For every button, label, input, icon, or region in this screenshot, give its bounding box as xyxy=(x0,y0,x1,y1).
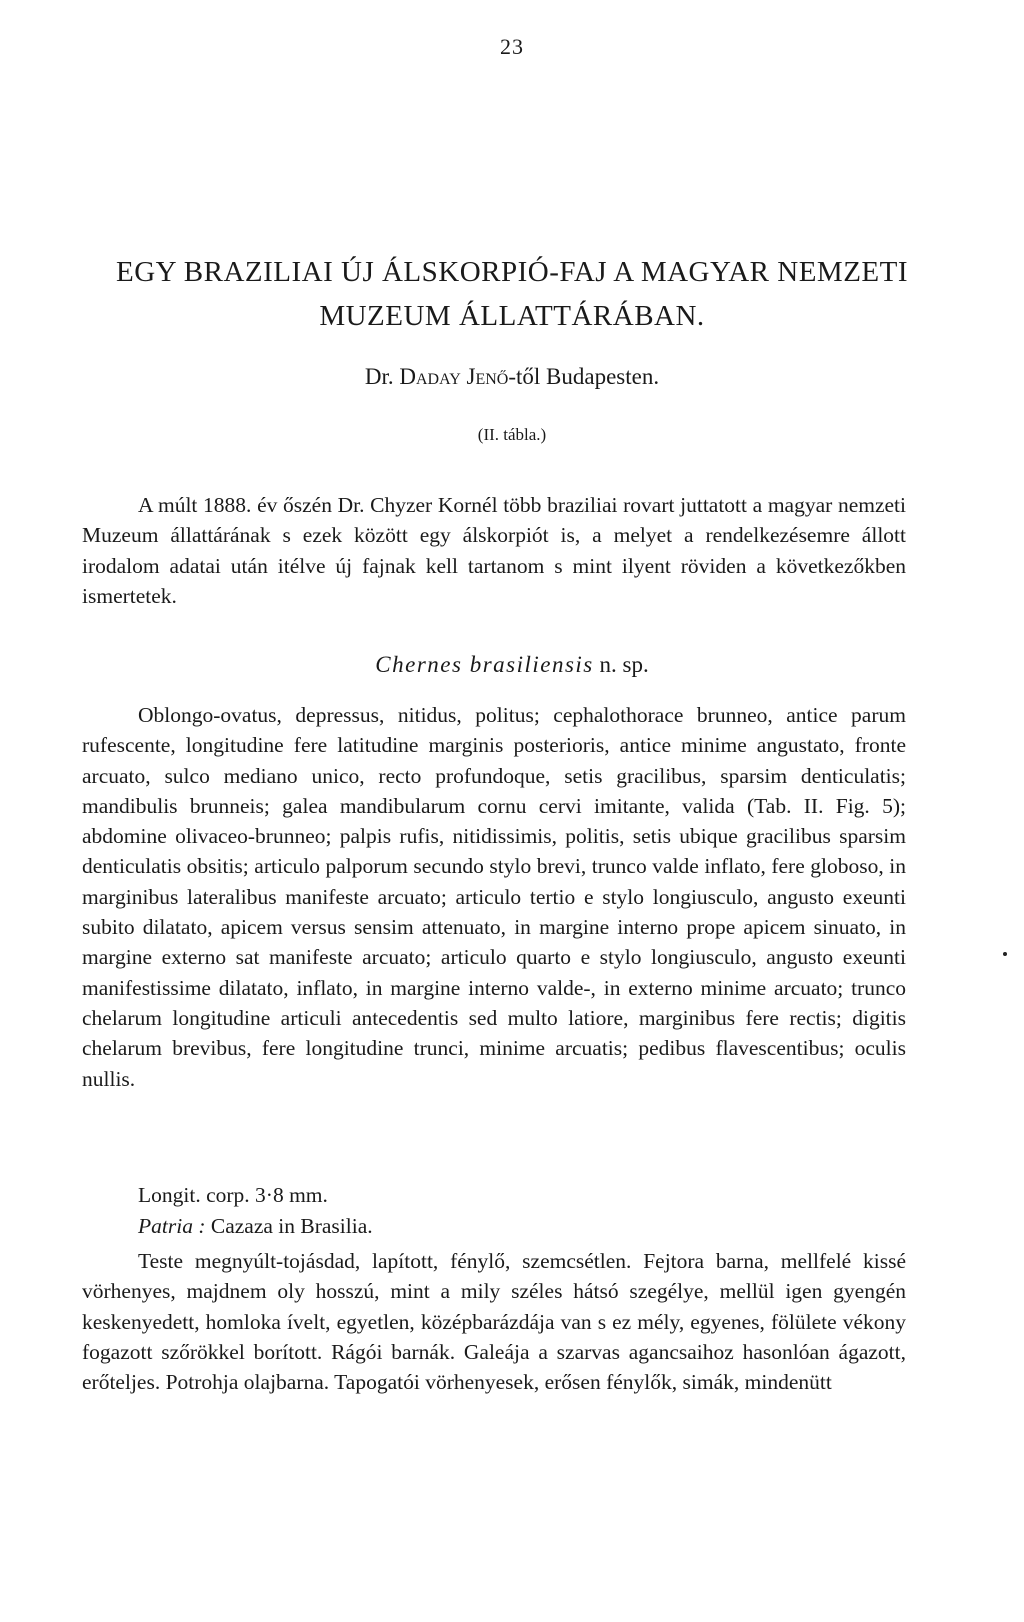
author-prefix: Dr. xyxy=(364,364,394,389)
body-length: Longit. corp. 3·8 mm. xyxy=(138,1183,328,1207)
author-suffix: -től Budapesten. xyxy=(508,364,660,389)
patria-line xyxy=(138,1214,373,1239)
article-title: EGY BRAZILIAI ÚJ ÁLSKORPIÓ-FAJ A MAGYAR NEMZETI MUZEUM ÁLLATTÁRÁBAN. xyxy=(116,256,908,332)
species-heading xyxy=(0,652,1024,678)
latin-description: Oblongo-ovatus, depressus, nitidus, politus; cephalothorace brunneo, antice parum rufescente, longitudine fere latitudine marginis posterioris, antice minime angustato, fronte arcuato, sulco mediano unico, recto profundoque, setis gracilibus, sparsim denticulatis; mandibulis brunneis; galea mandibularum cornu cervi imitante, valida (Tab. II. Fig. 5); abdomine olivaceo-brunneo; palpis rufis, nitidissimis, politis, setis ubique gracilibus sparsim denticulatis obsitis; articulo palporum secundo stylo brevi, trunco valde inflato, fere globoso, in marginibus lateralibus manifeste arcuato; articulo tertio e stylo longiusculo, angusto exeunti subito dilatato, apicem versus sensim attenuato, in margine interno prope apicem sinuato, in margine externo sat manifeste arcuato; articulo quarto e stylo longiusculo, angusto exeunti manifestissime dilatato, inflato, in margine interno valde-, in externo minime arcuato; trunco chelarum longitudine articuli antecedentis sed multo latiore, marginibus fere rectis; digitis chelarum brevibus, fere longitudine trunci, minime arcuatis; pedibus flavescentibus; oculis nullis. xyxy=(82,703,906,1091)
author-name: Daday Jenő xyxy=(399,364,509,389)
patria-value: Cazaza in Brasilia. xyxy=(210,1214,373,1238)
hungarian-description: Teste megnyúlt-tojásdad, lapított, fénylő, szemcsétlen. Fejtora barna, mellfelé kissé vörhenyes, majdnem oly hosszú, mint a mily széles hátsó szegélye, mellül igen gyengén keskenyedett, homloka ívelt, egyetlen, középbarázdája van s ez mély, egyenes, fölülete vékony fogazott szőrökkel borított. Rágói barnák. Galeája a szarvas agancsaihoz hasonlóan ágazott, erőteljes. Potrohja olajbarna. Tapogatói vörhenyesek, erősen fénylők, simák, mindenütt xyxy=(82,1249,906,1395)
author-line xyxy=(0,364,1024,390)
intro-paragraph: A múlt 1888. év őszén Dr. Chyzer Kornél több braziliai rovart juttatott a magyar nemzeti Muzeum állattárának s ezek között egy álskorpiót is, a melyet a rendelkezésemre állott irodalom adatai után itélve új fajnak kell tartanom s mint ilyent röviden a következőkben ismertetek. xyxy=(82,493,906,608)
species-name: Chernes brasiliensis xyxy=(375,652,594,677)
print-speck xyxy=(1003,952,1007,956)
page-number: 23 xyxy=(500,34,524,59)
species-suffix: n. sp. xyxy=(599,652,649,677)
plate-reference: (II. tábla.) xyxy=(477,425,547,444)
patria-label: Patria : xyxy=(138,1214,206,1238)
